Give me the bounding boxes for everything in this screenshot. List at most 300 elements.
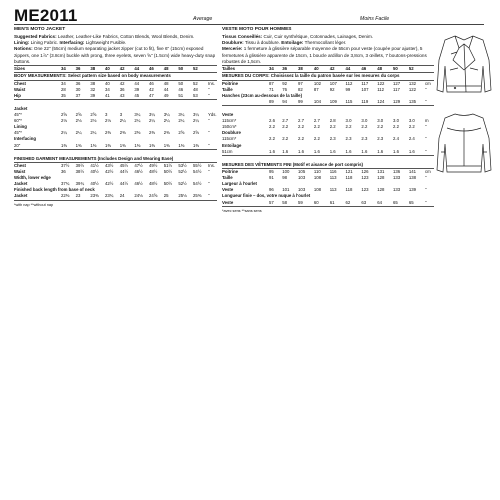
table-row: [14, 93, 217, 100]
measurement-value: 2¼: [149, 118, 156, 124]
size-value: 48: [377, 66, 393, 73]
measurement-value: 23¾: [105, 193, 120, 200]
row-label: Interfacing: [14, 136, 36, 142]
row-label: Largeur à l'ourlet: [222, 181, 257, 187]
row-label: Finished back length from base of neck: [14, 187, 95, 193]
interfacing-text: Lightweight Fusible.: [84, 39, 127, 45]
measurement-value: 25⅜: [193, 193, 208, 200]
row-label: Veste: [222, 187, 234, 193]
measurement-value: 122: [408, 86, 417, 92]
table-row: [222, 149, 434, 156]
measurement-value: 39: [134, 86, 140, 92]
measurement-value: 2.2: [329, 124, 336, 130]
measurement-value: 53½: [178, 162, 187, 168]
measurement-value: 92: [329, 86, 335, 92]
row-label: Jacket: [14, 105, 28, 111]
unit-label: ": [208, 118, 210, 124]
table-row: [14, 193, 217, 200]
measurement-value: 2⅜: [134, 130, 141, 136]
measurement-value: 39¾: [75, 181, 85, 187]
measurement-value: 2.7: [313, 118, 320, 124]
measurement-value: 3: [105, 112, 108, 118]
measurement-value: 87: [269, 80, 274, 86]
measurement-value: 2⅝: [90, 112, 97, 118]
size-value: 50: [178, 66, 193, 73]
row-label: 60"*: [14, 118, 22, 124]
measurement-value: 1⅜: [119, 142, 126, 148]
measurement-value: 133: [393, 175, 401, 181]
measurement-value: 135: [408, 98, 417, 104]
measurement-value: 46: [149, 80, 154, 86]
measurement-value: 40½: [90, 169, 99, 175]
row-label: Veste: [222, 112, 234, 118]
measurement-value: 2⅝: [178, 130, 185, 136]
sizes-label: Tailles: [222, 66, 269, 73]
lining-label: Lining:: [14, 39, 30, 45]
section-header: MESURES DU CORPS: Choisissez la taille du patron basée sur les mesures du corps: [222, 73, 434, 80]
measurement-value: 94: [282, 98, 287, 104]
spacer: [14, 149, 217, 156]
measurement-value: 117: [393, 86, 400, 92]
row-label: Waist: [14, 86, 26, 92]
measurement-value: 104: [313, 98, 322, 104]
row-label: Chest: [14, 80, 26, 86]
spacer-row: [222, 155, 434, 162]
size-value: 36: [76, 66, 91, 73]
pattern-code: ME2011: [14, 6, 78, 25]
measurement-value: 2.2: [408, 124, 415, 130]
spacer: [222, 105, 434, 112]
measurement-value: 2¼: [119, 118, 126, 124]
measurement-value: 71: [269, 86, 274, 92]
measurement-value: 124: [377, 98, 385, 104]
measurement-value: 40½: [90, 181, 99, 187]
measurement-value: 2.7: [282, 118, 289, 124]
measurement-value: 132: [408, 80, 417, 86]
measurement-value: 103: [298, 187, 306, 193]
unit-label: ": [208, 86, 210, 92]
measurement-value: 105: [298, 169, 306, 175]
spacer-row: [14, 99, 217, 106]
measurement-value: 112: [377, 86, 385, 92]
measurement-value: 45: [134, 92, 140, 98]
measurement-value: 108: [313, 175, 322, 181]
measurement-value: 2⅜: [119, 130, 126, 136]
measurement-table: [222, 65, 434, 206]
measurement-value: 91: [269, 175, 274, 181]
measurement-value: 49½: [149, 162, 158, 168]
measurement-value: 47: [149, 92, 154, 98]
measurement-value: 44: [134, 80, 140, 86]
size-value: 40: [105, 66, 120, 73]
measurement-value: 2.2: [361, 124, 368, 130]
unit-label: ": [208, 169, 210, 175]
size-value: 50: [393, 66, 409, 73]
measurement-value: 48½: [149, 181, 158, 187]
interfacing-text: Thermocollant léger.: [303, 39, 347, 45]
measurement-value: 2.3: [345, 136, 352, 142]
measurement-value: 2.3: [377, 136, 384, 142]
measurement-value: 54½: [193, 169, 202, 175]
measurement-value: 1.6: [329, 148, 336, 154]
measurement-value: 92: [282, 80, 287, 86]
measurement-value: 60: [314, 200, 330, 207]
measurement-value: 116: [329, 169, 337, 175]
measurement-value: 30: [75, 86, 81, 92]
interfacing-label: Interfacing:: [59, 39, 85, 45]
measurement-value: 3.0: [377, 118, 384, 124]
measurement-value: 49: [163, 92, 169, 98]
measurement-value: 2.4: [408, 136, 415, 142]
measurement-value: 62: [346, 200, 362, 207]
measurement-value: 128: [377, 175, 385, 181]
measurement-value: 3¼: [178, 112, 185, 118]
measurement-value: 42½: [105, 169, 114, 175]
size-value: 46: [149, 66, 164, 73]
measurement-value: 102: [313, 80, 322, 86]
measurement-value: 2.2: [282, 136, 289, 142]
measurement-value: 2.2: [393, 124, 399, 130]
row-label: Chest: [14, 162, 26, 168]
unit-label: ": [425, 200, 434, 207]
measurement-value: 48½: [149, 169, 158, 175]
measurement-value: 2⅜: [149, 130, 156, 136]
section-header: FINISHED GARMENT MEASUREMENTS (Includes Design and Wearing Ease): [14, 156, 217, 163]
measurement-value: 2⅛: [90, 118, 97, 124]
measurement-value: 99: [298, 98, 303, 104]
size-value: 38: [90, 66, 105, 73]
row-label: Entoilage: [222, 142, 242, 148]
measurement-value: 2.6: [269, 118, 275, 124]
spacer-row: [222, 105, 434, 112]
measurement-value: 2.2: [345, 124, 352, 130]
measurement-value: 2.2: [313, 136, 320, 142]
spacer-row: [14, 149, 217, 156]
measurement-value: 2¼: [134, 118, 141, 124]
suggested-fabrics-label: Tissus Conseillés:: [222, 33, 263, 39]
unit-label: ": [208, 181, 210, 187]
english-column: [14, 27, 217, 208]
size-value: 40: [314, 66, 330, 73]
measurement-value: 2.3: [329, 136, 336, 142]
section-header-row: [222, 73, 434, 80]
measurement-value: 2.2: [298, 136, 305, 142]
unit-label: cm: [425, 80, 431, 86]
measurement-value: 129: [393, 98, 401, 104]
measurement-value: 42: [149, 86, 154, 92]
measurement-value: 57: [269, 200, 282, 207]
measurement-value: 24⅛: [134, 193, 149, 200]
unit-label: ": [208, 142, 210, 148]
size-value: 46: [361, 66, 377, 73]
measurement-value: 110: [313, 169, 321, 175]
measurement-value: 141: [408, 169, 417, 175]
measurement-value: 45½: [119, 162, 129, 168]
measurement-value: 24⅝: [149, 193, 164, 200]
measurement-value: 138: [408, 175, 417, 181]
measurement-value: 46½: [134, 181, 143, 187]
measurement-value: 97: [298, 80, 303, 86]
measurement-value: 1.6: [393, 148, 399, 154]
row-label: Poitrine: [222, 169, 238, 175]
measurement-value: 52½: [178, 169, 187, 175]
measurement-value: 35: [61, 92, 66, 98]
row-label: Veste: [222, 200, 269, 207]
measurement-value: 112: [345, 80, 353, 86]
measurement-value: 1.6: [269, 148, 275, 154]
measurement-value: 2.2: [269, 124, 275, 130]
measurement-value: 1⅜: [193, 142, 200, 148]
size-value: 36: [282, 66, 298, 73]
measurement-value: 38: [90, 80, 96, 86]
measurement-value: 113: [329, 187, 337, 193]
unit-label: ": [208, 130, 210, 136]
measurement-value: 28: [61, 86, 66, 92]
section-header-row: [14, 156, 217, 163]
measurement-value: 2⅝: [61, 112, 67, 118]
size-value: 38: [298, 66, 314, 73]
measurement-value: 43½: [105, 162, 114, 168]
row-label: 51cm: [222, 148, 233, 154]
size-value: 44: [134, 66, 149, 73]
measurement-value: 2.7: [298, 118, 305, 124]
measurement-value: 39: [90, 92, 96, 98]
measurement-value: 107: [361, 86, 369, 92]
measurement-value: 2.3: [361, 136, 368, 142]
measurement-value: 95: [269, 169, 274, 175]
section-header-row: [14, 73, 217, 80]
measurement-value: 103: [298, 175, 306, 181]
measurement-value: 3¼: [149, 112, 156, 118]
measurement-value: 3.0: [393, 118, 399, 124]
unit-label: Yds.: [208, 112, 217, 118]
section-header: MESURES DES VÊTEMENTS FINI (Motif et aisance de port compris): [222, 162, 434, 169]
suggested-fabrics-text: Cuir, Cuir synthétique, Cotonnades, Lainages, Denim.: [262, 33, 374, 39]
notions-text: One 22" (55cm) medium separating jacket zipper (cut to fit), five 6" (15cm) exposed zippers, one 1⅞" (3.8cm) buckle with prong, three eyelets, seven ⅝" (1.5cm) wide heavy-duty snap buttons.: [14, 46, 216, 64]
measurement-value: 131: [377, 169, 385, 175]
measurement-value: 32: [90, 86, 96, 92]
row-label: Taille: [222, 175, 233, 181]
measurement-value: 76: [282, 86, 287, 92]
measurement-value: 61: [330, 200, 346, 207]
measurement-value: 2¼: [75, 130, 82, 136]
suggested-fabrics-label: Suggested Fabrics:: [14, 33, 57, 39]
row-label: 45"*: [14, 112, 22, 118]
jacket-back-sketch: [433, 108, 495, 180]
measurement-value: 1⅜: [105, 142, 111, 148]
table-row: [222, 169, 434, 176]
measurement-value: 41: [105, 92, 110, 98]
measurement-value: 122: [377, 80, 385, 86]
measurement-value: 2¼: [61, 130, 67, 136]
measurement-value: 118: [345, 187, 353, 193]
size-value: 48: [164, 66, 179, 73]
measurement-value: 123: [361, 187, 369, 193]
measurement-value: 2⅝: [193, 130, 200, 136]
measurement-value: 22⅜: [61, 193, 76, 200]
size-value: 52: [409, 66, 425, 73]
measurement-value: 2⅜: [163, 130, 170, 136]
table-row: [222, 200, 434, 207]
measurement-value: 34: [61, 80, 66, 86]
measurement-value: 108: [313, 187, 322, 193]
empty-cell: [208, 66, 217, 73]
measurement-table: [14, 65, 217, 200]
section-header-row: [222, 162, 434, 169]
measurement-value: 42½: [105, 181, 114, 187]
measurement-value: 46½: [134, 169, 143, 175]
size-value: 44: [346, 66, 362, 73]
measurement-value: 54½: [193, 181, 202, 187]
row-label: Hip: [14, 92, 21, 98]
measurement-value: 117: [361, 80, 369, 86]
measurement-value: 36: [119, 86, 125, 92]
measurement-value: 59: [298, 200, 314, 207]
measurement-value: 58: [282, 200, 298, 207]
measurement-value: 34: [105, 86, 110, 92]
measurement-value: 40: [105, 80, 110, 86]
size-value: 34: [269, 66, 282, 73]
unit-label: cm: [425, 169, 431, 175]
notions-text: 1 fermeture à glissière séparable moyenne de 55cm pour veste (coupée pour ajuster), 5 fermetures à glissière apparente de 15cm, 1 boucle ardillon de 3,8cm, 3 œillets, 7 boutons-pressions robustes de 1,5cm.: [222, 46, 427, 64]
measurement-value: 1.6: [313, 148, 320, 154]
spacer: [222, 155, 434, 162]
table-row: [222, 99, 434, 106]
measurement-value: 51: [178, 92, 184, 98]
unit-label: Ins.: [208, 80, 215, 86]
section-header: BODY MEASUREMENTS: Select pattern size based on body measurements: [14, 73, 217, 80]
spacer: [14, 99, 217, 106]
measurement-value: 2.8: [329, 118, 336, 124]
unit-label: ": [425, 98, 427, 104]
size-value: 42: [120, 66, 135, 73]
measurement-value: 113: [329, 175, 337, 181]
row-label: Doublure: [222, 130, 241, 136]
measurement-value: 41½: [90, 162, 99, 168]
measurement-value: 1⅜: [61, 142, 67, 148]
lining-label: Doublure:: [222, 39, 244, 45]
measurement-value: 44½: [119, 181, 129, 187]
measurement-value: 121: [345, 169, 353, 175]
measurement-value: 37½: [61, 162, 70, 168]
measurement-value: 48: [163, 80, 169, 86]
measurement-value: 2⅛: [105, 118, 111, 124]
table-row: [14, 162, 217, 169]
measurement-value: 2.4: [393, 136, 399, 142]
measurement-value: 43: [119, 92, 125, 98]
size-value: 52: [193, 66, 208, 73]
measurement-value: 3.0: [345, 118, 352, 124]
measurement-value: 2¼: [90, 130, 97, 136]
measurement-value: 2.2: [377, 124, 384, 130]
measurement-value: 2⅝: [75, 112, 82, 118]
measurement-value: 46: [178, 86, 184, 92]
measurement-value: 50½: [163, 169, 173, 175]
measurement-value: 37¾: [61, 181, 70, 187]
garment-title: VESTE MOTO POUR HOMMES: [222, 27, 292, 32]
row-label: Jacket: [14, 193, 61, 200]
measurement-value: 25⅛: [178, 193, 193, 200]
table-row: [14, 80, 217, 87]
measurement-value: 36: [61, 169, 66, 175]
empty-cell: [222, 99, 269, 106]
measurement-value: 126: [361, 169, 369, 175]
measurement-value: 127: [393, 80, 401, 86]
notions-label: Notions:: [14, 46, 33, 52]
garment-title: MEN'S MOTO JACKET: [14, 27, 66, 32]
unit-label: ": [425, 86, 427, 92]
measurement-value: 48: [193, 86, 198, 92]
measurement-value: 23⅜: [90, 193, 105, 200]
unit-label: ": [208, 92, 210, 98]
sizes-row: [222, 66, 434, 73]
measurement-value: 52: [193, 80, 198, 86]
measurement-value: 119: [361, 98, 369, 104]
unit-label: ": [425, 124, 427, 130]
measurement-value: 2.2: [298, 124, 305, 130]
table-row: [14, 143, 217, 150]
measurement-value: 3¼: [134, 112, 141, 118]
measurement-value: 1.6: [361, 148, 368, 154]
measurement-value: 139: [408, 187, 417, 193]
measurement-value: 52½: [178, 181, 187, 187]
measurement-value: 115: [345, 98, 353, 104]
measurement-value: 51½: [163, 162, 173, 168]
measurement-value: 3.0: [408, 118, 415, 124]
measurement-value: 82: [298, 86, 303, 92]
notions-label: Mercerie:: [222, 46, 243, 52]
footnote: *avec sens **sans sens: [222, 208, 262, 213]
measurement-value: 39½: [75, 162, 85, 168]
measurement-value: 50½: [163, 181, 173, 187]
measurement-value: 1.6: [345, 148, 352, 154]
measurement-value: 2.2: [313, 124, 320, 130]
measurement-value: 44½: [119, 169, 129, 175]
measurement-value: 55½: [193, 162, 202, 168]
measurement-value: 50: [178, 80, 184, 86]
row-label: Width, lower edge: [14, 175, 51, 181]
measurement-value: 98: [282, 175, 287, 181]
unit-label: ": [425, 136, 427, 142]
measurement-value: 1⅜: [149, 142, 156, 148]
jacket-front-sketch: [433, 30, 495, 100]
difficulty-english: Average: [193, 16, 213, 22]
measurement-value: 2¼: [178, 118, 185, 124]
sizes-row: [14, 66, 217, 73]
row-label: Poitrine: [222, 80, 238, 86]
row-label: 20": [14, 142, 21, 148]
measurement-value: 1.6: [282, 148, 289, 154]
measurement-value: 53: [193, 92, 198, 98]
measurement-value: 1⅜: [75, 142, 82, 148]
measurement-value: 118: [345, 175, 353, 181]
measurement-value: 3.0: [361, 118, 368, 124]
measurement-value: 23: [76, 193, 91, 200]
measurement-value: 2⅛: [75, 118, 82, 124]
measurement-value: 1.6: [408, 148, 415, 154]
measurement-value: 89: [269, 98, 274, 104]
measurement-value: 87: [313, 86, 319, 92]
lining-text: Lining Fabric.: [29, 39, 60, 45]
unit-label: m: [425, 118, 429, 124]
unit-label: ": [208, 193, 217, 200]
measurement-value: 133: [393, 187, 401, 193]
measurement-value: 99: [345, 86, 351, 92]
size-value: 34: [61, 66, 76, 73]
notions: [14, 46, 217, 65]
measurement-value: 109: [329, 98, 337, 104]
measurement-value: 2¼: [193, 118, 200, 124]
